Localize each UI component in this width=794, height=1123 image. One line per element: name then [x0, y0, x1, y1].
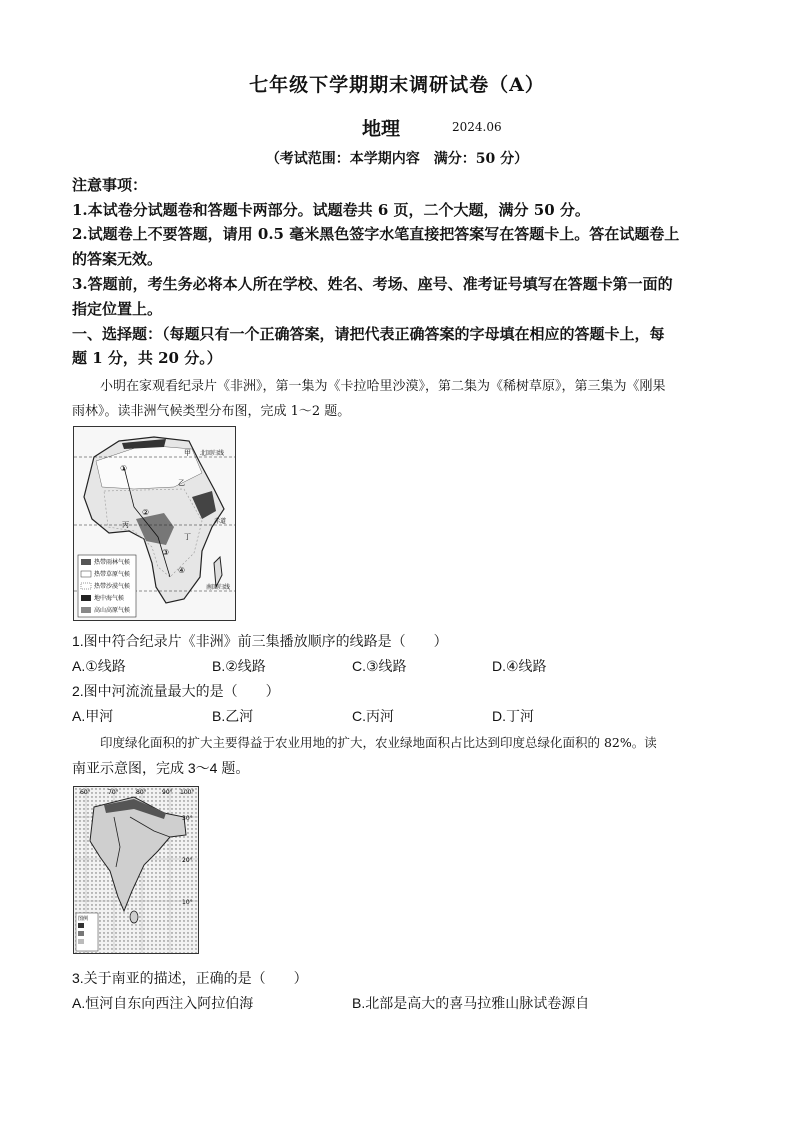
map2-legend-title: 图例 [78, 916, 89, 922]
question-2-text: 2.图中河流流量最大的是（ ） [72, 683, 280, 699]
legend-swatch-2 [78, 931, 84, 936]
river-label-yi: 乙 [178, 479, 185, 487]
africa-climate-map [73, 426, 236, 621]
south-asia-map [73, 786, 199, 954]
south-asia-map-svg [74, 787, 198, 953]
stem1-line2: 雨林》。读非洲气候类型分布图，完成 1～2 题。 [72, 404, 351, 419]
lon-label-70: 70° [108, 789, 119, 796]
section1-line1: 一、选择题：（每题只有一个正确答案，请把代表正确答案的字母填在相应的答题卡上，每 [72, 325, 665, 343]
note-2-line1: 2.试题卷上不要答题，请用 0.5 毫米黑色签字水笔直接把答案写在答题卡上。答在试题卷上 [72, 225, 680, 243]
stem1-line1: 小明在家观看纪录片《非洲》，第一集为《卡拉哈里沙漠》，第二集为《稀树草原》，第三集为《刚果 [100, 379, 666, 394]
legend-swatch-highland [81, 607, 91, 613]
subject-label: 地理 [362, 118, 401, 140]
exam-date: 2024.06 [452, 120, 502, 134]
lon-label-90: 90° [162, 789, 173, 796]
note-2-line2: 的答案无效。 [72, 250, 163, 268]
legend-label-highland: 高山高原气候 [94, 607, 131, 614]
tropic-south-label: 南回归线 [206, 584, 231, 591]
q1-option-a: A.①线路 [72, 658, 126, 674]
legend-swatch-desert [81, 583, 91, 589]
africa-map-svg [74, 427, 235, 620]
tropic-north-label: 北回归线 [200, 450, 225, 457]
sri-lanka [130, 911, 138, 923]
question-3-text: 3.关于南亚的描述，正确的是（ ） [72, 970, 308, 986]
legend-swatch-1 [78, 923, 84, 928]
lon-label-80: 80° [136, 789, 147, 796]
q1-option-b: B.②线路 [212, 658, 266, 674]
exam-title: 七年级下学期期末调研试卷（A） [249, 74, 545, 96]
lat-label-30: 30° [182, 815, 193, 822]
q3-option-b: B.北部是高大的喜马拉雅山脉试卷源自 [352, 995, 590, 1011]
lat-label-20: 20° [182, 857, 193, 864]
q2-option-d: D.丁河 [492, 708, 534, 724]
route-label-4: ④ [178, 566, 186, 575]
q1-option-d: D.④线路 [492, 658, 547, 674]
legend-label-desert: 热带沙漠气候 [94, 583, 131, 590]
note-3-line2: 指定位置上。 [72, 300, 163, 318]
equator-label: 赤道 [214, 518, 227, 525]
river-label-ding: 丁 [184, 533, 191, 541]
route-label-2: ② [142, 508, 150, 517]
stem2-line1: 印度绿化面积的扩大主要得益于农业用地的扩大，农业绿地面积占比达到印度总绿化面积的 82%。读 [100, 735, 657, 750]
lon-label-100: 100° [180, 789, 195, 796]
notes-heading: 注意事项： [72, 176, 148, 194]
note-1: 1.本试卷分试题卷和答题卡两部分。试题卷共 6 页，二个大题，满分 50 分。 [72, 201, 590, 219]
q3-option-a: A.恒河自东向西注入阿拉伯海 [72, 995, 254, 1011]
stem2-line2: 南亚示意图，完成 3～4 题。 [72, 760, 250, 776]
legend-swatch-rainforest [81, 559, 91, 565]
section1-line2: 题 1 分，共 20 分。） [72, 349, 222, 367]
legend-label-mediterranean: 地中海气候 [94, 595, 125, 602]
legend-swatch-mediterranean [81, 595, 91, 601]
note-3-line1: 3.答题前，考生务必将本人所在学校、姓名、考场、座号、准考证号填写在答题卡第一面的 [72, 275, 673, 293]
river-label-jia: 甲 [184, 449, 191, 457]
question-1-text: 1.图中符合纪录片《非洲》前三集播放顺序的线路是（ ） [72, 633, 448, 649]
legend-label-savanna: 热带草原气候 [94, 571, 131, 578]
legend-swatch-savanna [81, 571, 91, 577]
q2-option-a: A.甲河 [72, 708, 114, 724]
q2-option-c: C.丙河 [352, 708, 394, 724]
legend-label-rainforest: 热带雨林气候 [94, 559, 131, 566]
lon-label-60: 60° [80, 789, 91, 796]
legend-swatch-3 [78, 939, 84, 944]
exam-scope: （考试范围：本学期内容 满分：50 分） [265, 151, 529, 167]
q2-option-b: B.乙河 [212, 708, 254, 724]
route-label-3: ③ [162, 548, 170, 557]
q1-option-c: C.③线路 [352, 658, 407, 674]
river-label-bing: 丙 [122, 521, 129, 529]
lat-label-10: 10° [182, 899, 193, 906]
route-label-1: ① [120, 464, 128, 473]
